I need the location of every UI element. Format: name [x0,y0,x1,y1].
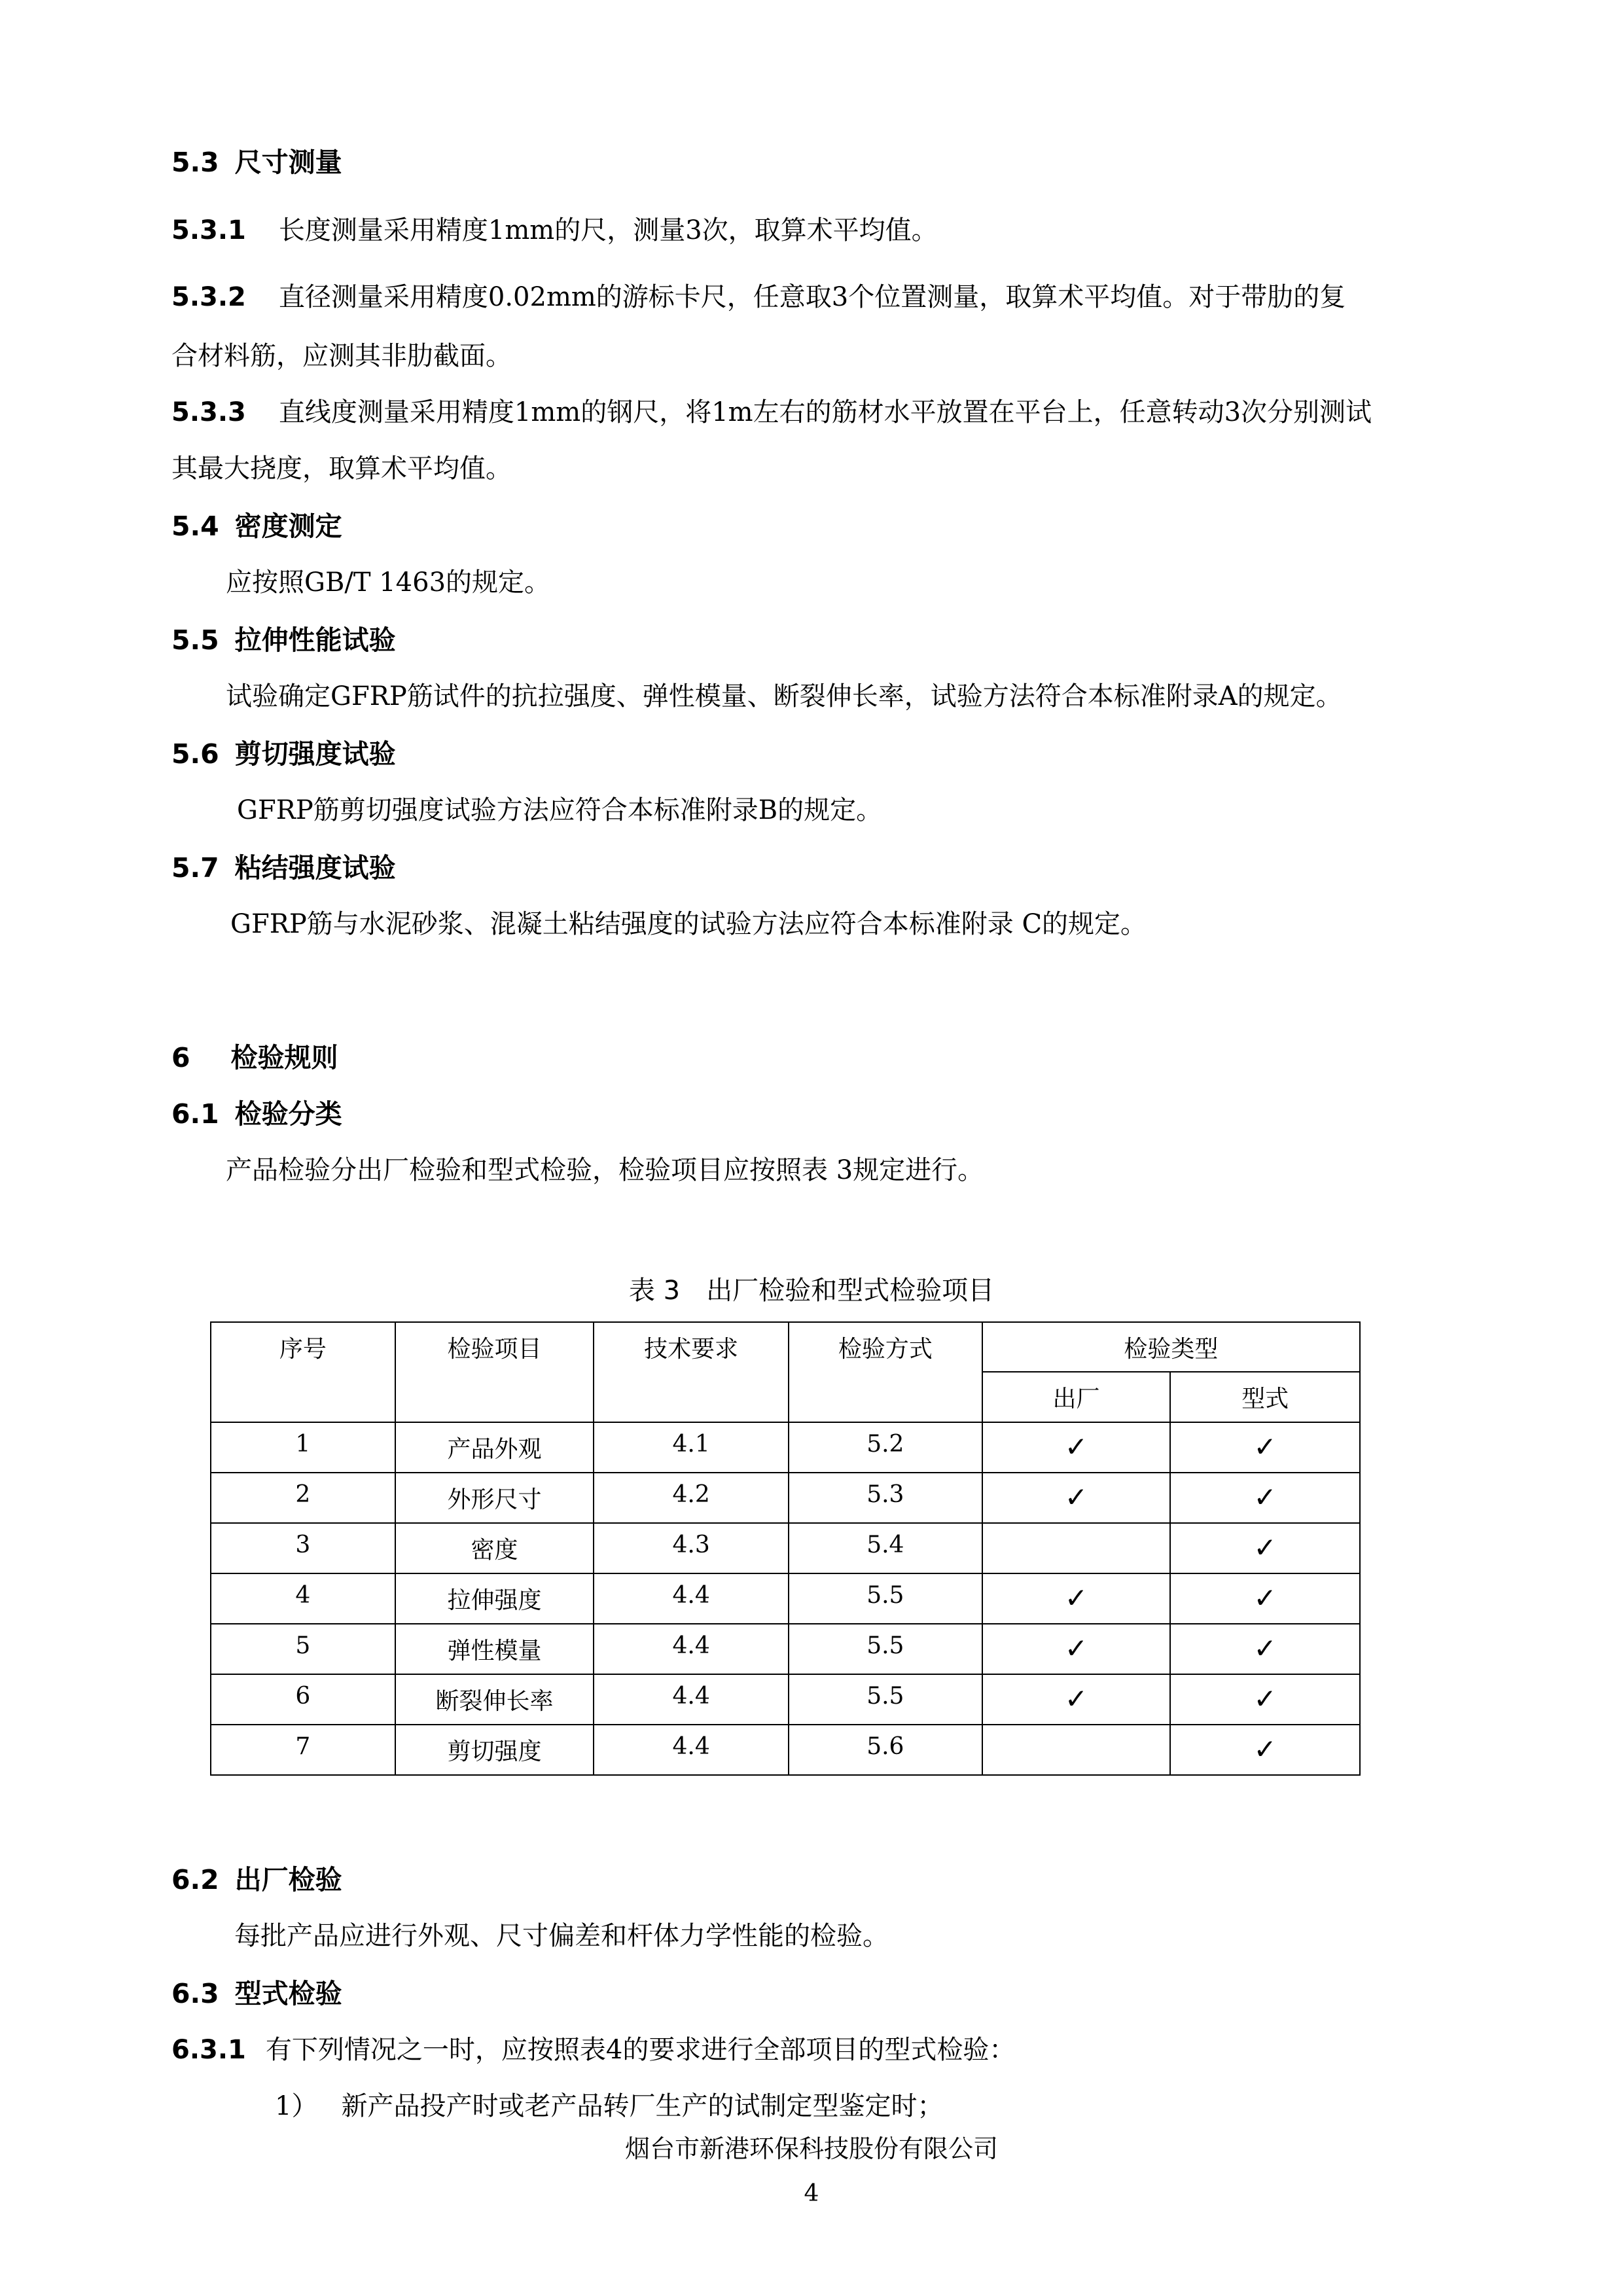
section-title: 型式检验 [234,1978,342,2009]
inspection-items-table [210,1321,1361,1776]
table-header-row [211,1322,1360,1372]
section-title: 密度测定 [234,511,342,542]
cell-type-test: ✓ [1170,1422,1360,1473]
section-heading-5-7 [171,851,396,885]
clause-text: 有下列情况之一时，应按照表4的要求进行全部项目的型式检验： [265,2035,1016,2065]
section-body: 每批产品应进行外观、尺寸偏差和杆体力学性能的检验。 [234,1921,889,1951]
cell-factory: ✓ [982,1573,1171,1624]
section-heading-5-5 [171,623,396,657]
clause-number: 6.3.1 [171,2035,246,2065]
section-number: 5.7 [171,852,219,884]
cell-method: 5.5 [789,1674,982,1725]
cell-requirement: 4.4 [594,1674,789,1725]
clause-text-continued: 其最大挠度，取算术平均值。 [171,454,512,484]
section-number: 5.6 [171,738,219,770]
list-item [275,2089,943,2123]
clause-text: 直线度测量采用精度1mm的钢尺，将1m左右的筋材水平放置在平台上，任意转动3次分别测试 [278,397,1372,427]
section-number: 5.4 [171,511,219,542]
section-title: 尺寸测量 [234,147,342,178]
cell-type-test: ✓ [1170,1725,1360,1775]
cell-item: 拉伸强度 [395,1573,594,1624]
section-title: 检验分类 [234,1098,342,1130]
table-row [211,1624,1360,1674]
cell-seq: 7 [211,1725,395,1775]
cell-factory: ✓ [982,1422,1171,1473]
section-body: 试验确定GFRP筋试件的抗拉强度、弹性模量、断裂伸长率，试验方法符合本标准附录A的规定。 [226,681,1342,711]
header-method: 检验方式 [789,1322,982,1422]
cell-factory [982,1725,1171,1775]
cell-method: 5.4 [789,1523,982,1573]
section-body: 产品检验分出厂检验和型式检验，检验项目应按照表 3规定进行。 [226,1155,984,1185]
table-body [211,1422,1360,1775]
cell-method: 5.3 [789,1473,982,1523]
page-number: 4 [804,2180,819,2207]
clause-text: 长度测量采用精度1mm的尺，测量3次，取算术平均值。 [278,215,938,245]
section-number: 6.3 [171,1978,219,2009]
clause-number: 5.3.1 [171,215,246,245]
section-body: 应按照GB/T 1463的规定。 [226,567,551,598]
clause-5-3-1 [171,213,938,247]
clause-5-3-2 [171,280,1346,314]
header-inspection-type: 检验类型 [982,1322,1360,1372]
cell-requirement: 4.4 [594,1725,789,1775]
cell-item: 产品外观 [395,1422,594,1473]
cell-requirement: 4.1 [594,1422,789,1473]
table-row [211,1523,1360,1573]
cell-seq: 5 [211,1624,395,1674]
clause-number: 5.3.3 [171,397,246,427]
clause-text-continued: 合材料筋，应测其非肋截面。 [171,341,512,371]
section-heading-6-3 [171,1977,342,2011]
cell-requirement: 4.4 [594,1573,789,1624]
section-number: 5.5 [171,624,219,656]
table-caption: 表 3 出厂检验和型式检验项目 [628,1276,995,1306]
section-heading-6-2 [171,1863,342,1897]
cell-type-test: ✓ [1170,1674,1360,1725]
cell-type-test: ✓ [1170,1624,1360,1674]
section-number: 6.2 [171,1864,219,1895]
cell-factory: ✓ [982,1624,1171,1674]
cell-seq: 2 [211,1473,395,1523]
section-heading-6-1 [171,1097,342,1131]
cell-method: 5.2 [789,1422,982,1473]
chapter-heading-6 [171,1041,338,1075]
cell-factory: ✓ [982,1674,1171,1725]
table-row [211,1573,1360,1624]
section-number: 6.1 [171,1098,219,1130]
cell-item: 外形尺寸 [395,1473,594,1523]
cell-item: 剪切强度 [395,1725,594,1775]
header-requirement: 技术要求 [594,1322,789,1422]
cell-factory [982,1523,1171,1573]
chapter-number: 6 [171,1042,190,1073]
section-body: GFRP筋剪切强度试验方法应符合本标准附录B的规定。 [237,795,883,825]
clause-number: 5.3.2 [171,282,246,312]
section-title: 拉伸性能试验 [234,624,396,656]
cell-requirement: 4.4 [594,1624,789,1674]
cell-method: 5.5 [789,1624,982,1674]
header-seq: 序号 [211,1322,395,1422]
list-item-text: 新产品投产时或老产品转厂生产的试制定型鉴定时； [341,2091,944,2121]
chapter-title: 检验规则 [230,1042,338,1073]
clause-text: 直径测量采用精度0.02mm的游标卡尺，任意取3个位置测量，取算术平均值。对于带肋的复 [278,282,1346,312]
cell-method: 5.5 [789,1573,982,1624]
cell-seq: 4 [211,1573,395,1624]
section-heading-5-3 [171,145,342,179]
section-title: 出厂检验 [234,1864,342,1895]
section-title: 剪切强度试验 [234,738,396,770]
cell-method: 5.6 [789,1725,982,1775]
cell-item: 断裂伸长率 [395,1674,594,1725]
cell-seq: 1 [211,1422,395,1473]
table-row [211,1422,1360,1473]
cell-seq: 3 [211,1523,395,1573]
cell-type-test: ✓ [1170,1523,1360,1573]
section-title: 粘结强度试验 [234,852,396,884]
cell-requirement: 4.2 [594,1473,789,1523]
section-heading-5-6 [171,737,396,771]
clause-5-3-3 [171,395,1372,429]
header-factory: 出厂 [982,1372,1171,1422]
cell-item: 弹性模量 [395,1624,594,1674]
cell-requirement: 4.3 [594,1523,789,1573]
clause-6-3-1 [171,2033,1015,2067]
cell-item: 密度 [395,1523,594,1573]
cell-factory: ✓ [982,1473,1171,1523]
section-number: 5.3 [171,147,219,178]
section-body: GFRP筋与水泥砂浆、混凝土粘结强度的试验方法应符合本标准附录 C的规定。 [230,909,1147,939]
header-item: 检验项目 [395,1322,594,1422]
table-row [211,1725,1360,1775]
header-type-test: 型式 [1170,1372,1360,1422]
list-item-number: 1） [275,2091,318,2121]
cell-type-test: ✓ [1170,1473,1360,1523]
footer-company-name: 烟台市新港环保科技股份有限公司 [624,2134,998,2163]
table-row [211,1674,1360,1725]
cell-seq: 6 [211,1674,395,1725]
table-row [211,1473,1360,1523]
cell-type-test: ✓ [1170,1573,1360,1624]
section-heading-5-4 [171,509,342,543]
